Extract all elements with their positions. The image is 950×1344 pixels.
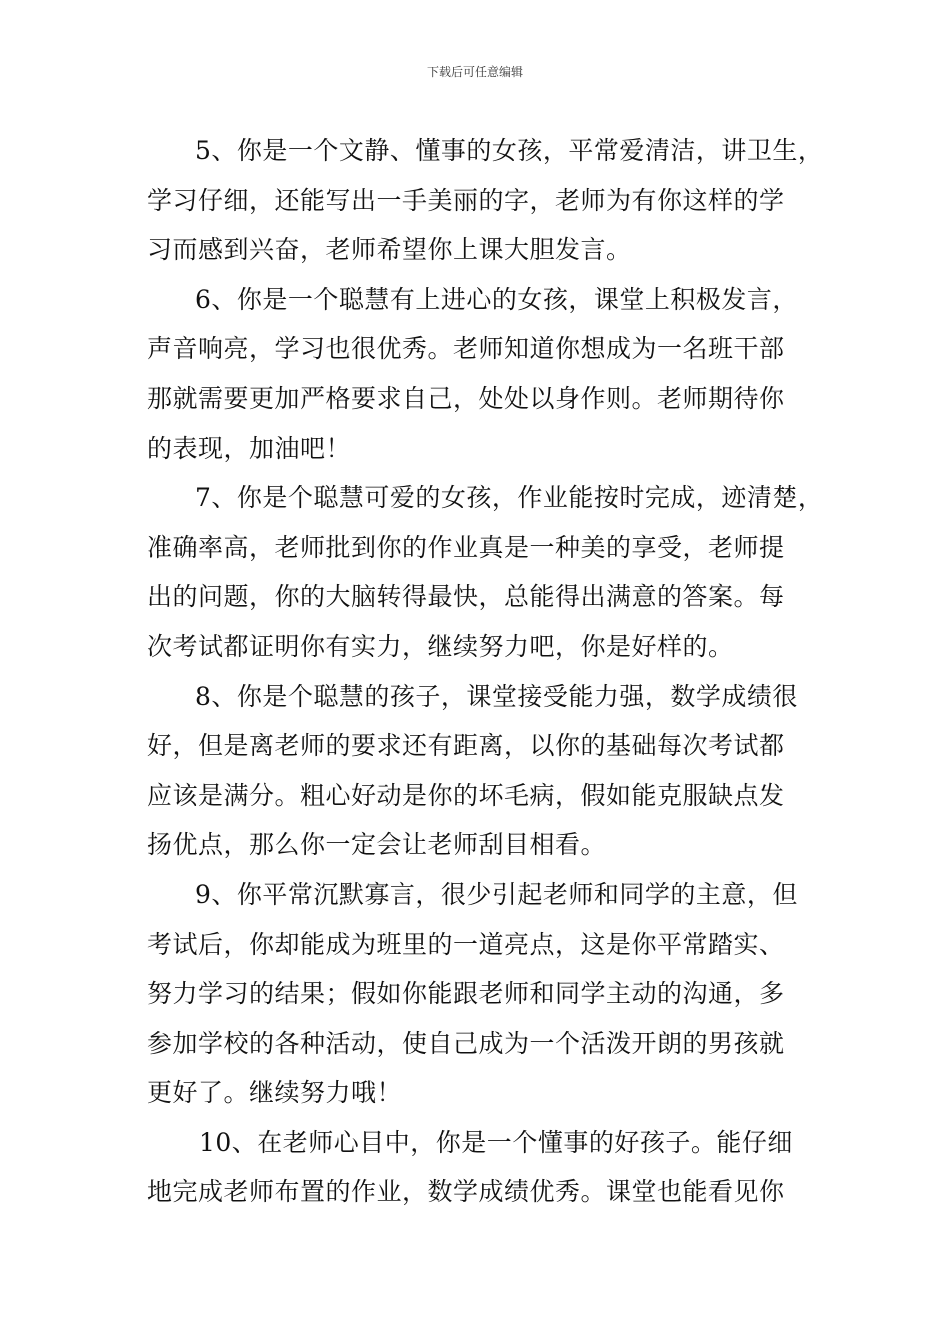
paragraph-6-line-3: 那就需要更加严格要求自己，处处以身作则。老师期待你 xyxy=(147,383,785,413)
paragraph-9-line-5: 更好了。继续努力哦！ xyxy=(147,1078,403,1108)
paragraph-7-line-3: 出的问题，你的大脑转得最快，总能得出满意的答案。每 xyxy=(147,582,785,612)
paragraph-9-line-1: 9、你平常沉默寡言，很少引起老师和同学的主意，但 xyxy=(195,879,798,909)
paragraph-10-line-2: 地完成老师布置的作业，数学成绩优秀。课堂也能看见你 xyxy=(147,1177,785,1207)
paragraph-6-line-4: 的表现，加油吧！ xyxy=(147,433,352,463)
page-header: 下载后可任意编辑 xyxy=(426,65,523,79)
paragraph-7-line-2: 准确率高，老师批到你的作业真是一种美的享受，老师提 xyxy=(147,532,785,562)
paragraph-5-line-3: 习而感到兴奋，老师希望你上课大胆发言。 xyxy=(147,235,632,265)
paragraph-8-line-1: 8、你是个聪慧的孩子，课堂接受能力强，数学成绩很 xyxy=(195,681,798,711)
paragraph-10-line-1: 10、在老师心目中，你是一个懂事的好孩子。能仔细 xyxy=(199,1127,793,1157)
paragraph-8-line-3: 应该是满分。粗心好动是你的坏毛病，假如能克服缺点发 xyxy=(147,780,785,810)
paragraph-9-line-4: 参加学校的各种活动，使自己成为一个活泼开朗的男孩就 xyxy=(147,1028,785,1058)
paragraph-9-line-3: 努力学习的结果；假如你能跟老师和同学主动的沟通，多 xyxy=(147,979,785,1009)
paragraph-8-line-4: 扬优点，那么你一定会让老师刮目相看。 xyxy=(147,830,607,860)
paragraph-5-line-2: 学习仔细，还能写出一手美丽的字，老师为有你这样的学 xyxy=(147,185,785,215)
paragraph-7-line-4: 次考试都证明你有实力，继续努力吧，你是好样的。 xyxy=(147,631,734,661)
paragraph-6-line-1: 6、你是一个聪慧有上进心的女孩，课堂上积极发言， xyxy=(195,284,798,314)
paragraph-6-line-2: 声音响亮，学习也很优秀。老师知道你想成为一名班干部 xyxy=(147,334,785,364)
document-body xyxy=(147,126,824,1217)
paragraph-8-line-2: 好，但是离老师的要求还有距离，以你的基础每次考试都 xyxy=(147,731,785,761)
paragraph-5-line-1: 5、你是一个文静、懂事的女孩，平常爱清洁，讲卫生， xyxy=(195,136,824,165)
paragraph-9-line-2: 考试后，你却能成为班里的一道亮点，这是你平常踏实、 xyxy=(147,929,785,959)
paragraph-7-line-1: 7、你是个聪慧可爱的女孩，作业能按时完成，迹清楚， xyxy=(195,483,824,513)
